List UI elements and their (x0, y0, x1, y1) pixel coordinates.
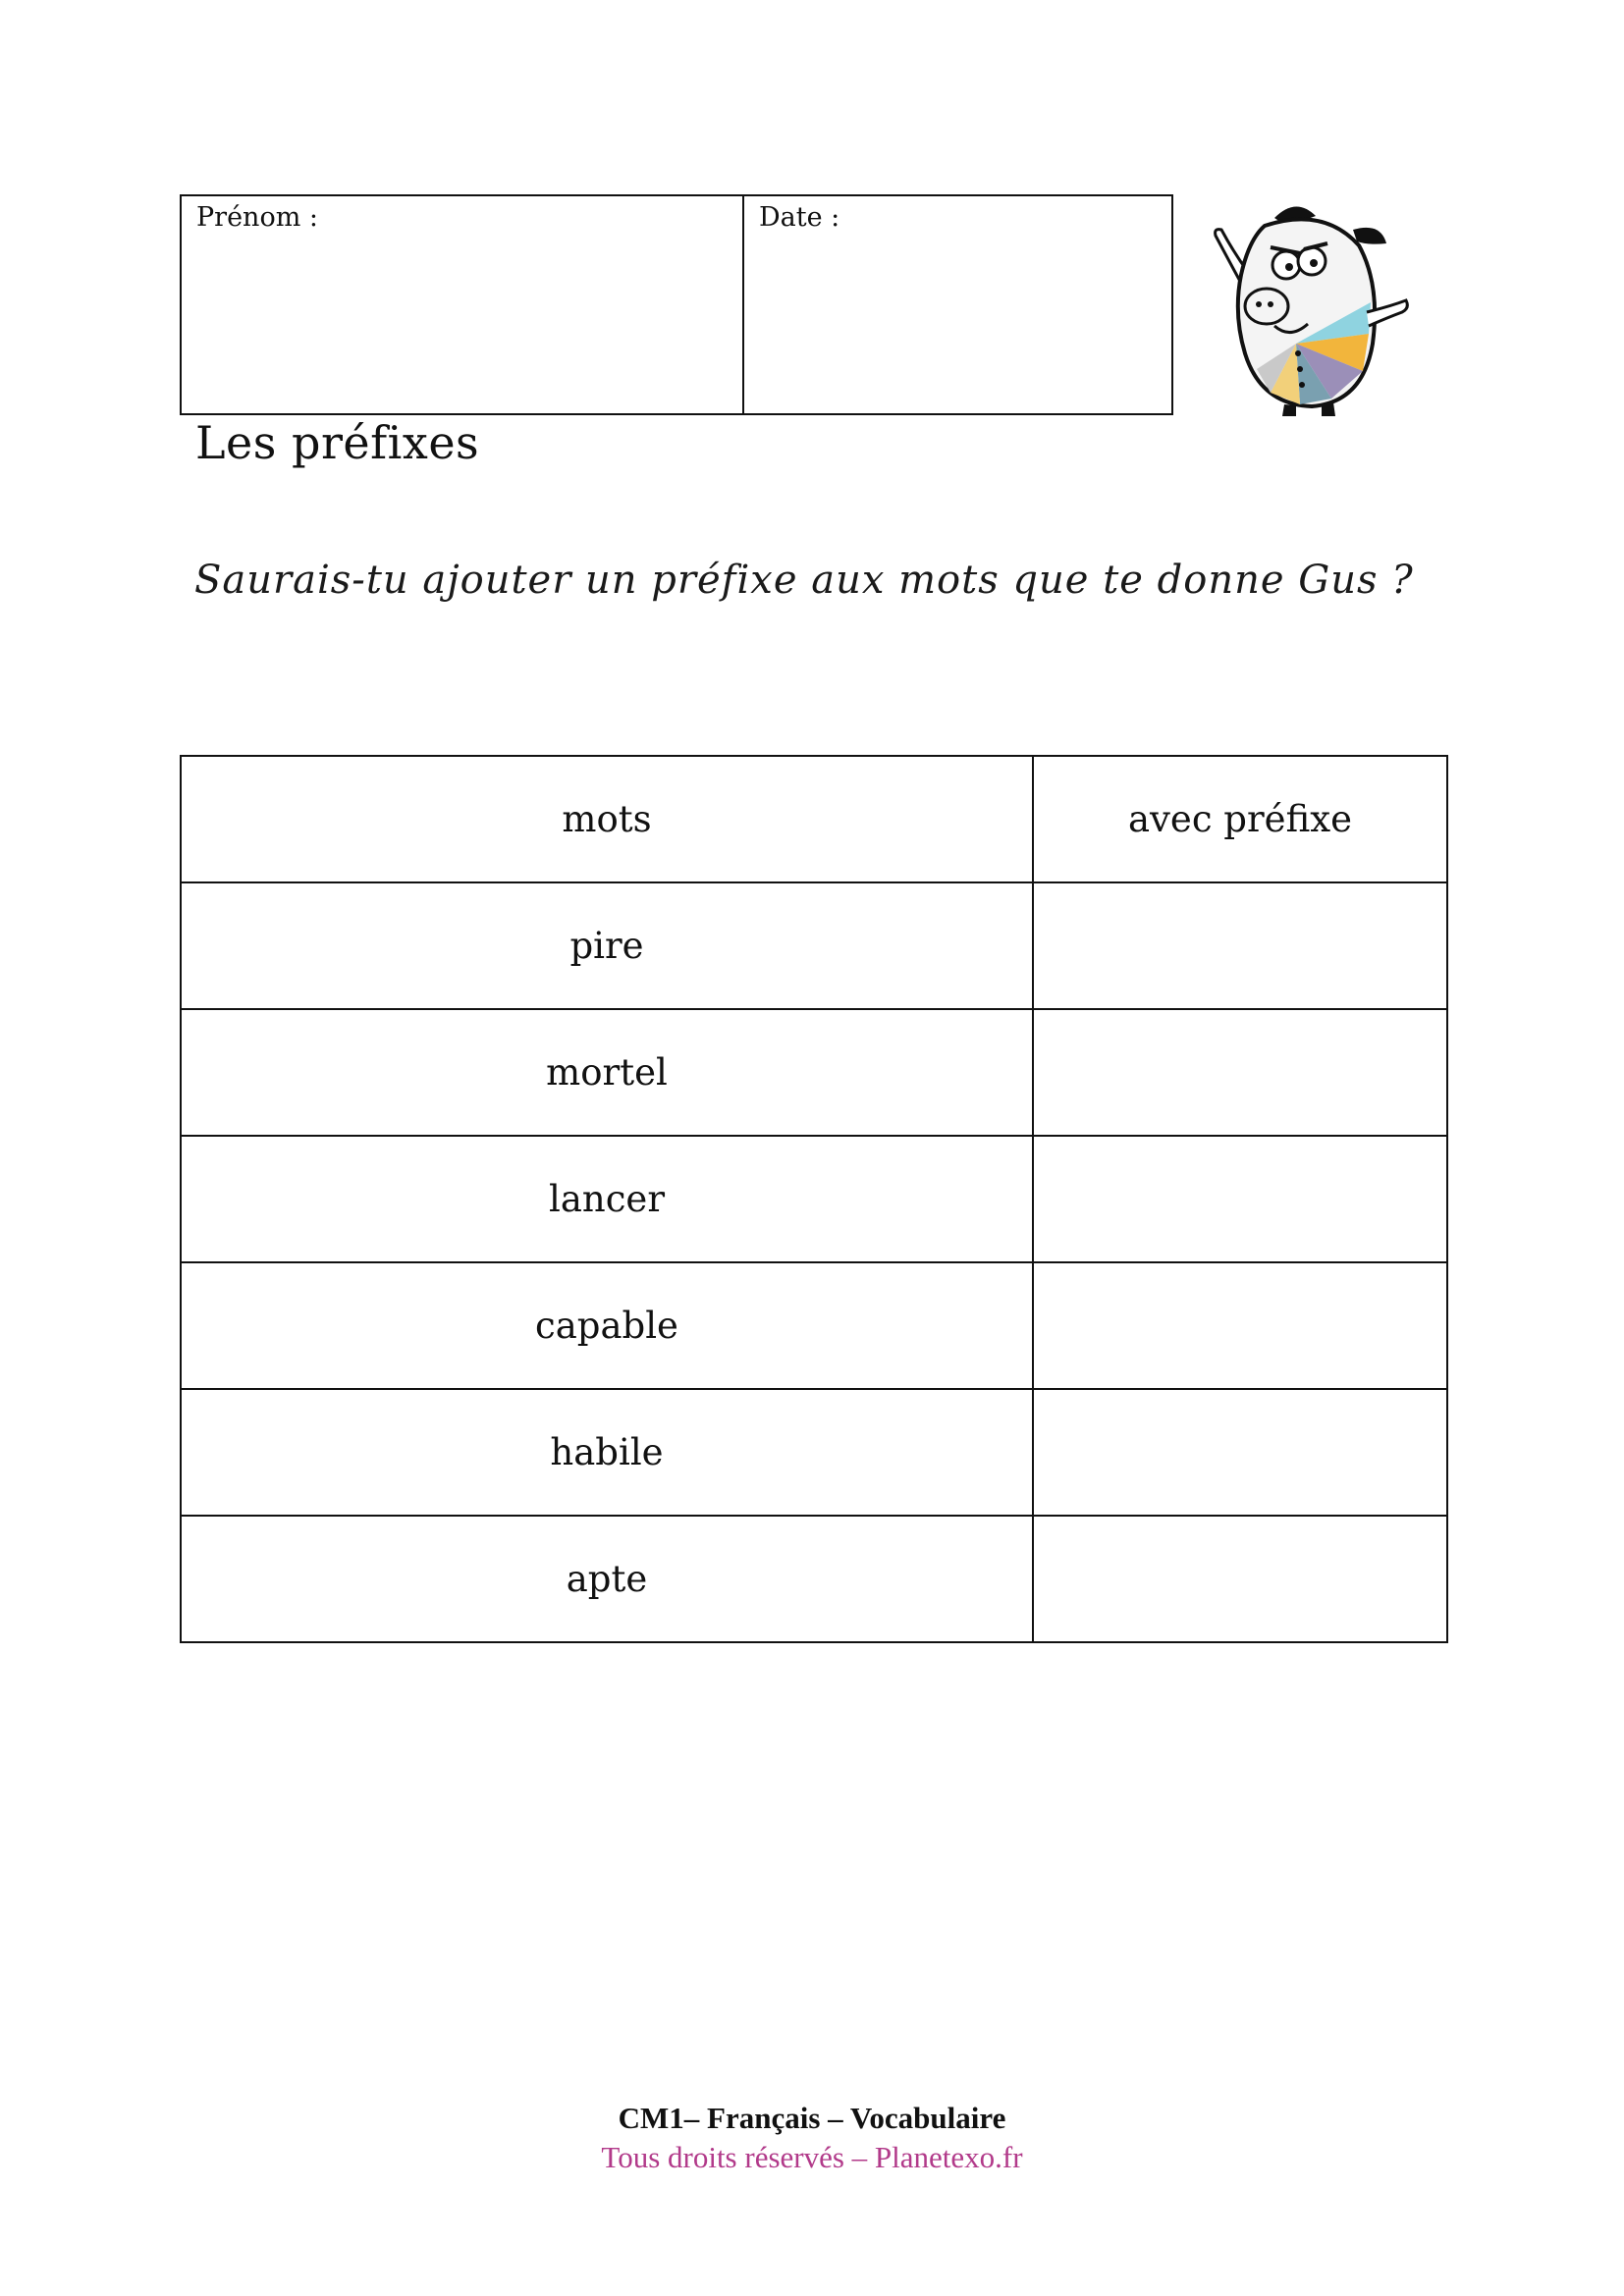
page-title: Les préfixes (195, 416, 480, 469)
answer-cell[interactable] (1033, 1516, 1447, 1642)
table-row (181, 1262, 1447, 1389)
table-row (181, 882, 1447, 1009)
footer-copyright: Tous droits réservés – Planetexo.fr (601, 2140, 1023, 2174)
name-field[interactable] (182, 196, 744, 413)
word-cell: pire (181, 882, 1033, 1009)
word-cell: capable (181, 1262, 1033, 1389)
name-label: Prénom : (196, 202, 318, 233)
column-header-words: mots (181, 756, 1033, 882)
table-row (181, 1389, 1447, 1516)
prefix-table (180, 755, 1448, 1643)
answer-cell[interactable] (1033, 1009, 1447, 1136)
answer-cell[interactable] (1033, 1262, 1447, 1389)
student-info-box (180, 194, 1173, 415)
date-label: Date : (759, 202, 840, 233)
word-cell: apte (181, 1516, 1033, 1642)
table-row (181, 1009, 1447, 1136)
answer-cell[interactable] (1033, 1136, 1447, 1262)
table-row (181, 1136, 1447, 1262)
answer-cell[interactable] (1033, 882, 1447, 1009)
table-header-row (181, 756, 1447, 882)
column-header-with-prefix: avec préfixe (1033, 756, 1447, 882)
answer-cell[interactable] (1033, 1389, 1447, 1516)
footer-course: CM1– Français – Vocabulaire (618, 2101, 1006, 2135)
word-cell: habile (181, 1389, 1033, 1516)
exercise-instruction: Saurais-tu ajouter un préfixe aux mots que te donne Gus ? (194, 558, 1414, 603)
gus-mascot-icon (1206, 196, 1412, 417)
table-row (181, 1516, 1447, 1642)
date-field[interactable] (744, 196, 1171, 413)
word-cell: lancer (181, 1136, 1033, 1262)
word-cell: mortel (181, 1009, 1033, 1136)
